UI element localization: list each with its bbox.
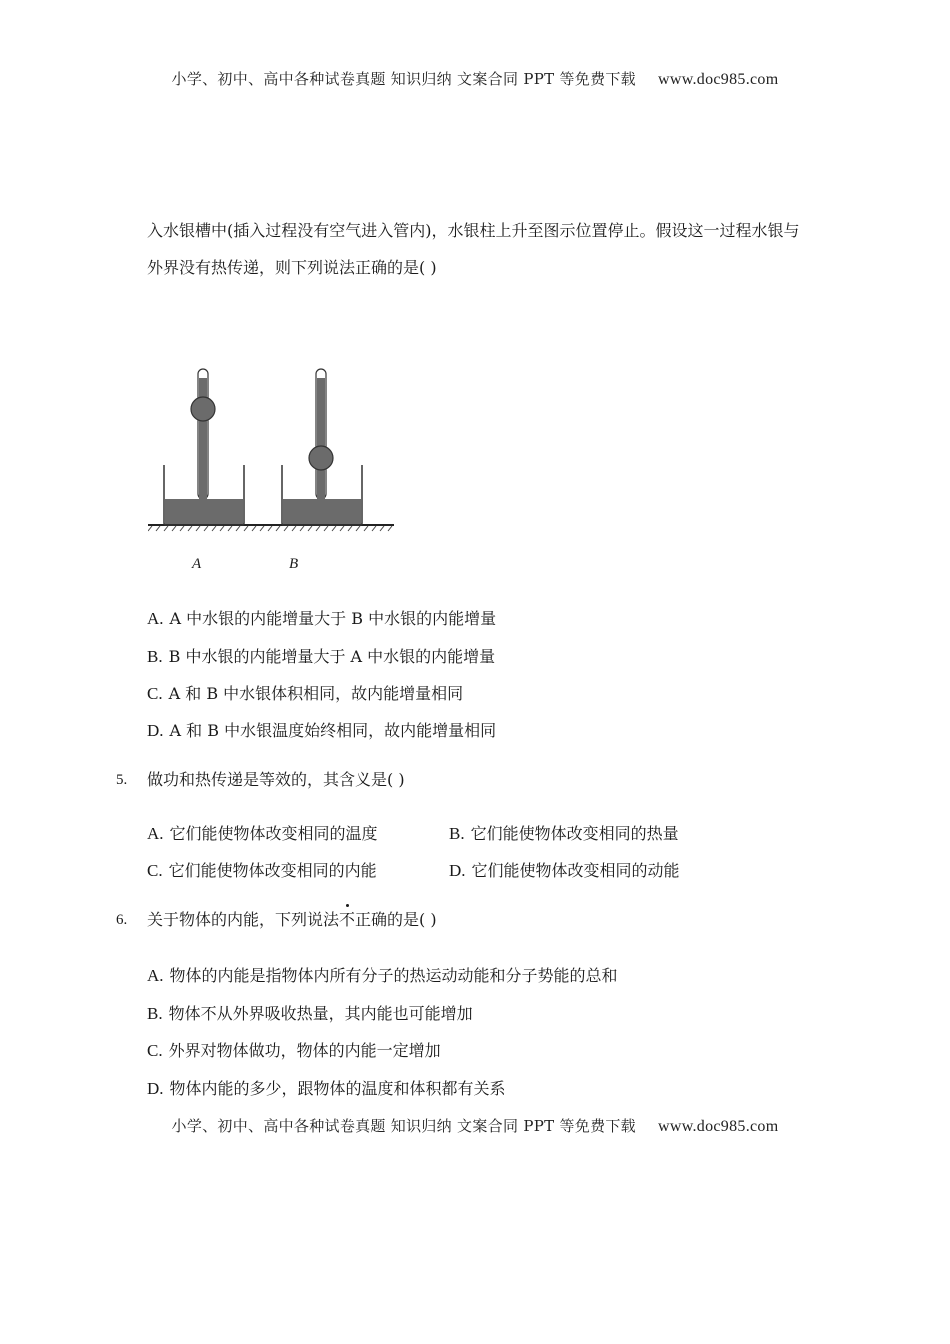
q5-stem: 做功和热传递是等效的，其含义是( ) — [147, 770, 405, 789]
page-footer — [0, 1115, 950, 1136]
option-key: A. — [147, 824, 164, 843]
q5-option-a[interactable] — [147, 821, 378, 844]
option-text: B 中水银的内能增量大于 A 中水银的内能增量 — [168, 647, 496, 666]
option-text: 它们能使物体改变相同的热量 — [470, 824, 679, 843]
footer-text: 小学、初中、高中各种试卷真题 知识归纳 文案合同 PPT 等免费下载 — [171, 1117, 636, 1135]
q4-stem-line1: 入水银槽中(插入过程没有空气进入管内)，水银柱上升至图示位置停止。假设这一过程水银与 — [147, 221, 800, 240]
option-key: C. — [147, 861, 163, 880]
mercury-tube-figure — [148, 365, 398, 544]
option-text: 外界对物体做功，物体的内能一定增加 — [168, 1041, 441, 1060]
option-text: A 中水银的内能增量大于 B 中水银的内能增量 — [169, 609, 497, 628]
q6-option-c[interactable] — [147, 1038, 441, 1061]
option-key: B. — [147, 647, 163, 666]
option-key: A. — [147, 609, 164, 628]
q4-stem-line2: 外界没有热传递，则下列说法正确的是( ) — [147, 258, 437, 277]
q4-option-c[interactable] — [147, 681, 463, 704]
option-key: D. — [147, 1079, 164, 1098]
option-text: 它们能使物体改变相同的温度 — [169, 824, 378, 843]
option-key: C. — [147, 1041, 163, 1060]
q6-stem-emphasis: 不 — [339, 910, 356, 929]
page-header — [0, 68, 950, 89]
option-key: D. — [147, 721, 164, 740]
option-key: B. — [449, 824, 465, 843]
figure-label-b: B — [289, 556, 299, 572]
header-site-link[interactable]: www.doc985.com — [657, 71, 779, 88]
option-text: A 和 B 中水银温度始终相同，故内能增量相同 — [169, 721, 497, 740]
q6-option-a[interactable] — [147, 963, 618, 986]
option-text: 物体不从外界吸收热量，其内能也可能增加 — [168, 1004, 473, 1023]
option-key: A. — [147, 966, 164, 985]
q5-option-d[interactable] — [449, 858, 680, 881]
option-text: 物体内能的多少，跟物体的温度和体积都有关系 — [169, 1079, 506, 1098]
footer-site-link[interactable]: www.doc985.com — [657, 1118, 779, 1135]
q6-option-d[interactable] — [147, 1076, 506, 1099]
option-text: A 和 B 中水银体积相同，故内能增量相同 — [168, 684, 464, 703]
option-key: C. — [147, 684, 163, 703]
option-text: 它们能使物体改变相同的动能 — [471, 861, 680, 880]
q6-option-b[interactable] — [147, 1001, 473, 1024]
q6-stem-before: 关于物体的内能，下列说法 — [147, 910, 340, 929]
option-text: 它们能使物体改变相同的内能 — [168, 861, 377, 880]
q5-option-c[interactable] — [147, 858, 377, 881]
option-text: 物体的内能是指物体内所有分子的热运动动能和分子势能的总和 — [169, 966, 618, 985]
q6-number: 6. — [116, 912, 128, 928]
header-text: 小学、初中、高中各种试卷真题 知识归纳 文案合同 PPT 等免费下载 — [171, 70, 636, 88]
q5-option-b[interactable] — [449, 821, 679, 844]
q4-option-a[interactable] — [147, 606, 496, 629]
q6-stem — [147, 910, 437, 930]
option-key: B. — [147, 1004, 163, 1023]
mercury-tube-diagram — [148, 365, 398, 540]
q5-number: 5. — [116, 772, 128, 788]
option-key: D. — [449, 861, 466, 880]
figure-label-a: A — [192, 556, 202, 572]
q6-stem-after: 正确的是( ) — [355, 910, 437, 929]
q4-option-d[interactable] — [147, 718, 496, 741]
q4-option-b[interactable] — [147, 644, 495, 667]
